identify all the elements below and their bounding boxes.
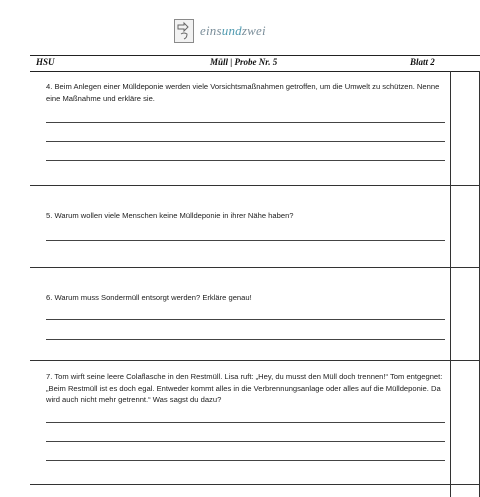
question-5-text: 5. Warum wollen viele Menschen keine Mülldeponie in ihrer Nähe haben? xyxy=(46,211,294,220)
answer-line xyxy=(46,441,445,442)
answer-line xyxy=(46,122,445,123)
question-divider xyxy=(30,267,480,268)
question-4-text: 4. Beim Anlegen einer Mülldeponie werden viele Vorsichtsmaßnahmen getroffen, um die Umwelt zu schützen. Nenne eine Maßnahme und erkläre sie. xyxy=(46,82,440,103)
eins-und-zwei-logo xyxy=(174,18,266,44)
answer-line xyxy=(46,460,445,461)
header-title: Müll | Probe Nr. 5 xyxy=(210,57,278,67)
answer-line xyxy=(46,422,445,423)
logo-wordmark: einsundzwei xyxy=(200,23,266,38)
question-divider xyxy=(30,360,480,361)
question-divider xyxy=(30,185,480,186)
answer-line xyxy=(46,141,445,142)
header-sheet-number: Blatt 2 xyxy=(410,57,435,67)
question-divider xyxy=(30,484,480,485)
question-7-text: 7. Tom wirft seine leere Colaflasche in den Restmüll. Lisa ruft: „Hey, du musst den Müll doch trennen!“ Tom entgegnet: „Beim Restmüll ist es doch egal. Entweder kommt alles in die Verbrennungsanlage oder alles auf die Mülldeponie. Da wird auch nicht mehr getrennt.“ Was sagst du dazu? xyxy=(46,372,443,404)
question-6-text: 6. Warum muss Sondermüll entsorgt werden? Erkläre genau! xyxy=(46,293,252,302)
points-column-divider xyxy=(450,71,451,497)
answer-line xyxy=(46,339,445,340)
answer-line xyxy=(46,160,445,161)
answer-line xyxy=(46,319,445,320)
logo-icon xyxy=(174,19,194,43)
sheet-header xyxy=(30,55,480,72)
header-subject: HSU xyxy=(36,57,55,67)
worksheet xyxy=(30,55,480,497)
answer-line xyxy=(46,240,445,241)
